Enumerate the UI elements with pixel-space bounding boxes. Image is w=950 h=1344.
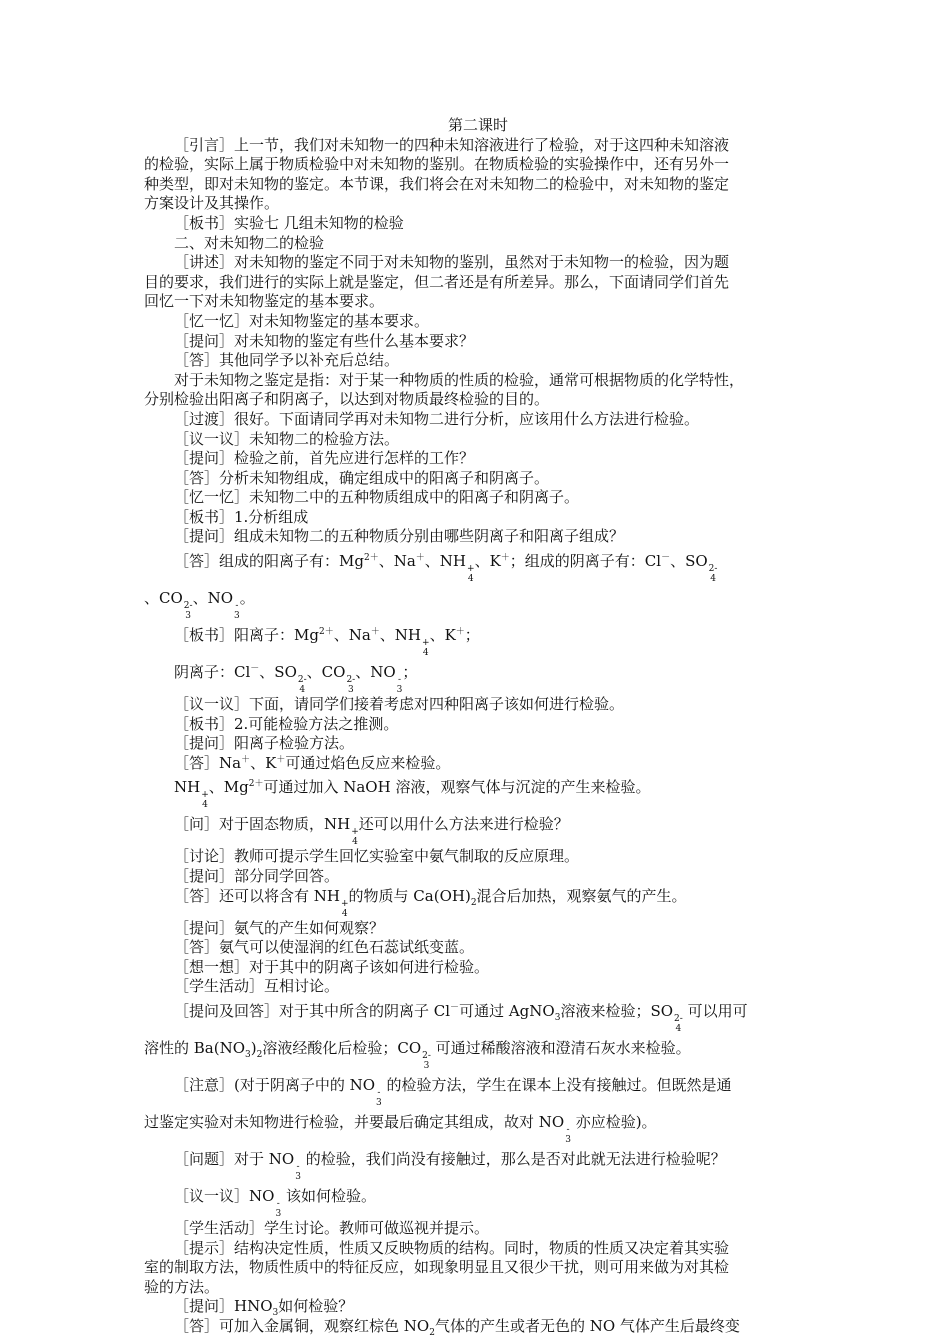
text-line: 分别检验出阳离子和阴离子，以达到对物质最终检验的目的。 (144, 390, 550, 409)
text-line: 验的方法。 (144, 1277, 220, 1296)
text-line: ［问题］对于 NO - 3 的检验，我们尚没有接触过，那么是否对此就无法进行检验呢？ (174, 1150, 726, 1182)
text-line: 目的要求，我们进行的实际上就是鉴定，但二者还是有所差异。那么，下面请同学们首先 (144, 272, 730, 291)
document-page (144, 116, 812, 1337)
text-line: 室的制取方法，物质性质中的特征反应，如现象明显且又很少干扰，则可用来做为对其检 (144, 1258, 730, 1277)
text-line: ［学生活动］互相讨论。 (174, 977, 340, 996)
text-line: 方案设计及其操作。 (144, 194, 280, 213)
text-line: ［板书］1.分析组成 (174, 507, 309, 526)
text-line-ions: 、CO 2- 3 、NO - 3 。 (144, 589, 255, 622)
text-line: 种类型，即对未知物的鉴定。本节课，我们将会在对未知物二的检验中，对未知物的鉴定 (144, 174, 730, 193)
text-line: ［忆一忆］未知物二中的五种物质组成中的阳离子和阴离子。 (174, 488, 580, 507)
text-line: ［注意］(对于阴离子中的 NO - 3 的检验方法，学生在课本上没有接触过。但既然是通 (174, 1076, 732, 1108)
text-line: ［引言］上一节，我们对未知物一的四种未知溶液进行了检验，对于这四种未知溶液 (174, 135, 730, 154)
text-line: ［提示］结构决定性质，性质又反映物质的结构。同时，物质的性质又决定着其实验 (174, 1238, 730, 1257)
text-line: 回忆一下对未知物鉴定的基本要求。 (144, 292, 385, 311)
text-line: ［想一想］对于其中的阴离子该如何进行检验。 (174, 957, 490, 976)
text-line: ［提问］氨气的产生如何观察？ (174, 918, 385, 937)
text-line: ［提问$]HNO_3$如何检验？ (174, 1297, 354, 1319)
text-line: ［答］可加入金属铜，观察红棕色 $NO_2$气体的产生或者无色的 NO 气体产生后最终变 (174, 1316, 740, 1338)
text-line: ［过渡］很好。下面请同学再对未知物二进行分析，应该用什么方法进行检验。 (174, 409, 700, 428)
text-line: ［提问］阳离子检验方法。 (174, 734, 355, 753)
text-line: 二、对未知物二的检验 (174, 233, 325, 252)
text-line: 过鉴定实验对未知物进行检验，并要最后确定其组成，故对 NO - 3 亦应检验)。 (144, 1113, 657, 1145)
text-line: ［答］氨气可以使湿润的红色石蕊试纸变蓝。 (174, 938, 475, 957)
text-line: ［提问］检验之前，首先应进行怎样的工作？ (174, 449, 475, 468)
text-line: 溶性的 $Ba(NO_3)_2$溶液经酸化后检验；CO 2- 3 可通过稀酸溶液和澄清石灰水来检验。 (144, 1039, 691, 1071)
text-line: ［忆一忆］对未知物鉴定的基本要求。 (174, 311, 430, 330)
text-line: 的检验，实际上属于物质检验中对未知物的鉴别。在物质检验的实验操作中，还有另外一 (144, 155, 730, 174)
text-line: ［议一议］下面，请同学们接着考虑对四种阳离子该如何进行检验。 (174, 695, 625, 714)
text-line: ［答］Na＋、K＋可通过焰色反应来检验。 (174, 753, 451, 772)
text-line: ［议一议］未知物二的检验方法。 (174, 429, 400, 448)
text-line: ［学生活动］学生讨论。教师可做巡视并提示。 (174, 1219, 490, 1237)
text-line-ions: ［答］组成的阳离子有：$Mg^{2+}$、Na＋、NH + 4 、K＋；组成的阴离子有：Cl－、SO 2- 4 (174, 552, 718, 585)
text-line: ［问］对于固态物质，NH + 4 还可以用什么方法来进行检验？ (174, 815, 569, 848)
text-line: ［议一议］NO - 3 该如何检验。 (174, 1187, 376, 1219)
text-line: 对于未知物之鉴定是指：对于某一种物质的性质的检验，通常可根据物质的化学特性， (174, 370, 745, 389)
text-line-ions: ［板书］阳离子：$Mg^{2+}$、Na＋、NH + 4 、K＋； (174, 626, 480, 659)
text-line: ［答］其他同学予以补充后总结。 (174, 351, 400, 370)
text-line: ［提问］部分同学回答。 (174, 867, 340, 886)
text-line-ions: 阴离子：Cl－、SO 2- 4 、CO 2- 3 、NO - 3 ； (174, 663, 418, 696)
page-title: 第二课时 (447, 116, 508, 134)
text-line: ［板书］2.可能检验方法之推测。 (174, 714, 399, 733)
text-line: ［提问］组成未知物二的五种物质分别由哪些阴离子和阳离子组成？ (174, 527, 625, 546)
text-line: ［提问］对未知物的鉴定有些什么基本要求？ (174, 331, 475, 350)
text-line: ［讨论］教师可提示学生回忆实验室中氨气制取的反应原理。 (174, 847, 580, 866)
text-line: ［答］还可以将含有 NH + 4 的物质与 $Ca(OH)_2$混合后加热，观察氨气的产生。 (174, 886, 687, 919)
text-line: ［提问及回答］对于其中所含的阴离子 Cl－可通过 AgNO$_3$溶液来检验；SO 2- 4 可以用可 (174, 1002, 748, 1034)
text-line: ［讲述］对未知物的鉴定不同于对未知物的鉴别，虽然对于未知物一的检验，因为题 (174, 253, 730, 272)
text-line: ［答］分析未知物组成，确定组成中的阳离子和阴离子。 (174, 468, 550, 487)
text-line: ［板书］实验七 几组未知物的检验 (174, 213, 404, 232)
text-line: NH + 4 、$Mg^{2+}$可通过加入 NaOH 溶液，观察气体与沉淀的产生来检验。 (174, 778, 651, 811)
